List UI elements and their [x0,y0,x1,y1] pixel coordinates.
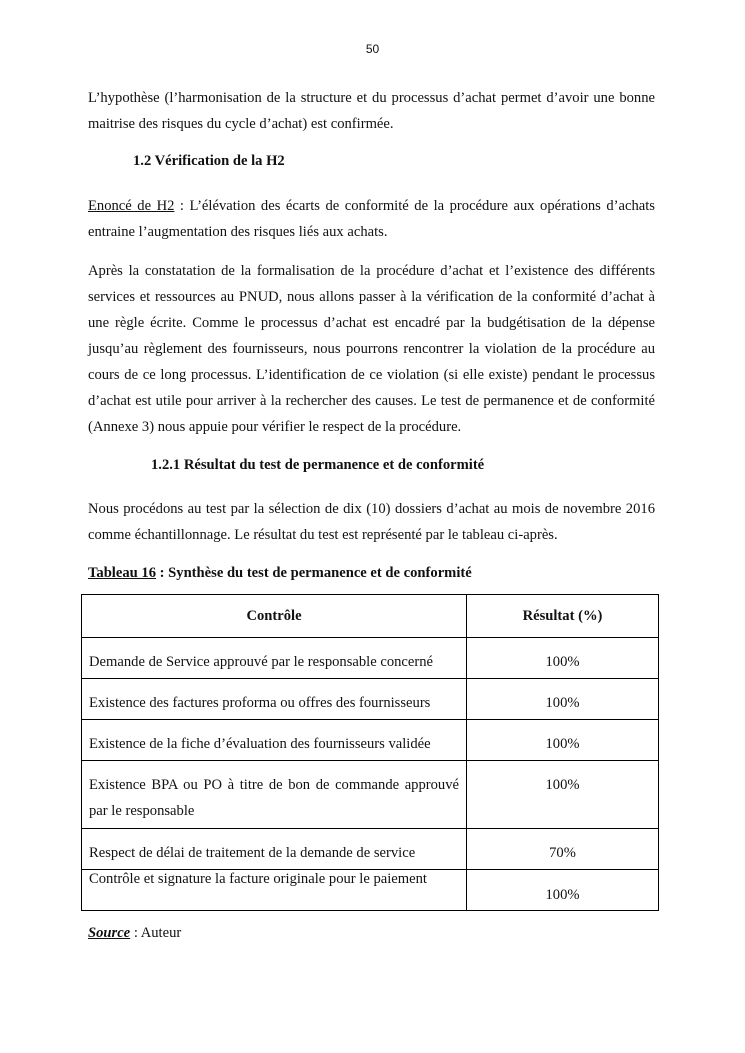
synthesis-table [81,594,659,911]
table-row [82,829,659,870]
table-row [82,679,659,720]
control-cell: Contrôle et signature la facture originale pour le paiement [82,870,467,911]
control-cell: Respect de délai de traitement de la demande de service [82,829,467,870]
procedure-paragraph: Après la constatation de la formalisation de la procédure d’achat et l’existence des différents services et ressources au PNUD, nous allons passer à la vérification de la conformité d’achat à une règle écrite. Comme le processus d’achat est encadré par la budgétisation de la dépense jusqu’au règlement des fournisseurs, nous pourrons rencontrer la violation de la procédure au cours de ce long processus. L’identification de ce violation (si elle existe) pendant le processus d’achat est utile pour arriver à la rechercher des causes. Le test de permanence et de conformité (Annexe 3) nous appuie pour vérifier le respect de la procédure. [88,263,655,435]
table-caption-label: Tableau 16 [88,565,156,581]
table-row [82,761,659,829]
result-cell: 100% [467,679,659,720]
test-paragraph: Nous procédons au test par la sélection de dix (10) dossiers d’achat au mois de novembre 2016 comme échantillonnage. Le résultat du test est représenté par le tableau ci-après. [88,501,655,543]
control-cell: Demande de Service approuvé par le responsable concerné [82,638,467,679]
source-label: Source [88,925,131,941]
result-cell: 70% [467,829,659,870]
result-cell: 100% [467,638,659,679]
result-cell: 100% [467,761,659,829]
table-row [82,638,659,679]
page-number: 50 [365,42,380,56]
table-caption [88,565,472,582]
control-cell: Existence des factures proforma ou offres des fournisseurs [82,679,467,720]
header-controle: Contrôle [82,595,467,638]
control-cell: Existence de la fiche d’évaluation des fournisseurs validée [82,720,467,761]
subsection-heading: 1.2.1 Résultat du test de permanence et de conformité [151,457,485,473]
statement-text: : L’élévation des écarts de conformité de la procédure aux opérations d’achats entraine l’augmentation des risques liés aux achats. [88,198,655,240]
header-resultat: Résultat (%) [467,595,659,638]
source-text: : Auteur [130,925,182,941]
section-heading: 1.2 Vérification de la H2 [133,153,285,169]
result-cell: 100% [467,870,659,911]
table-caption-text: : Synthèse du test de permanence et de conformité [156,565,472,581]
control-cell: Existence BPA ou PO à titre de bon de commande approuvé par le responsable [82,761,467,829]
table-row [82,870,659,911]
intro-paragraph: L’hypothèse (l’harmonisation de la structure et du processus d’achat permet d’avoir une bonne maitrise des risques du cycle d’achat) est confirmée. [88,90,655,132]
statement-label: Enoncé de H2 [88,198,175,214]
statement-paragraph [88,193,655,245]
table-row [82,720,659,761]
source-note [88,925,181,942]
result-cell: 100% [467,720,659,761]
